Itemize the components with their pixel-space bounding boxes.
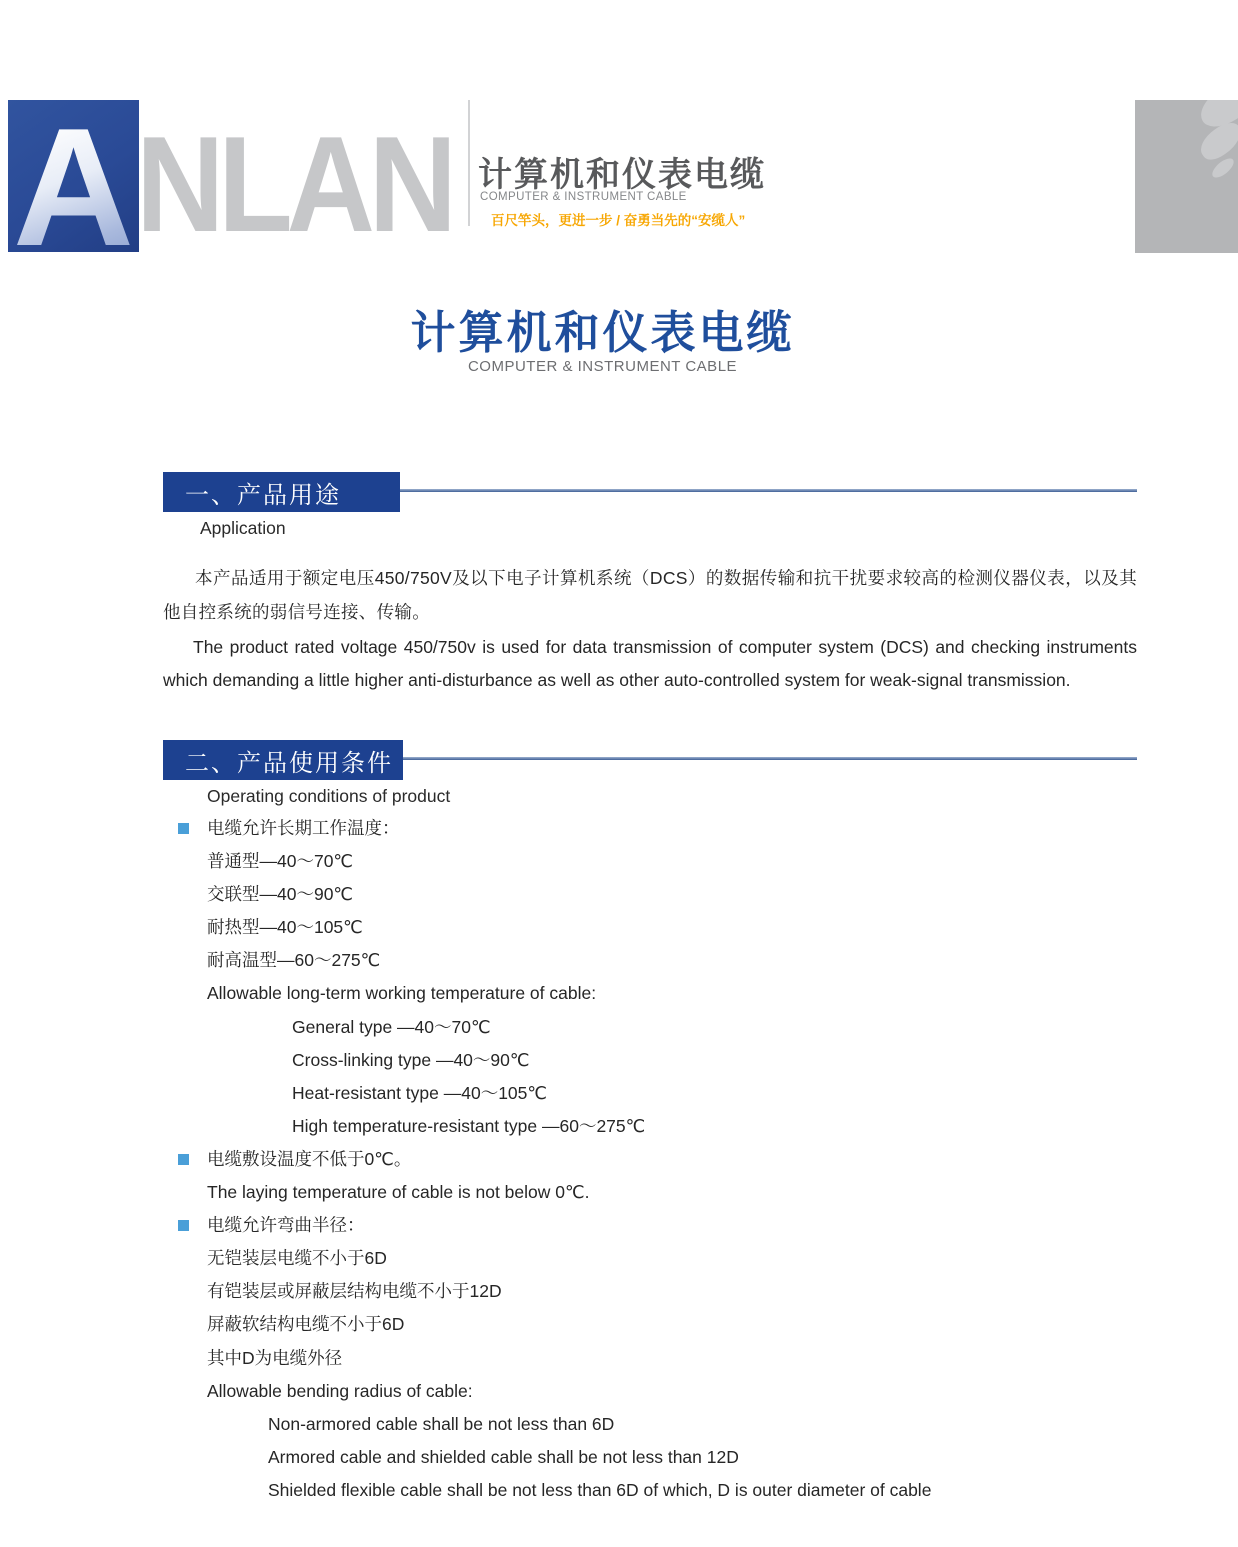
section-heading-conditions-en: Operating conditions of product: [207, 786, 451, 806]
section-heading-application: 一、产品用途: [163, 472, 400, 512]
header-product-title-cn: 计算机和仪表电缆: [478, 156, 766, 194]
section-rule: [403, 757, 1137, 760]
list-item: [163, 1474, 1141, 1507]
list-item-text: Allowable bending radius of cable:: [207, 1380, 473, 1401]
list-item-text: Cross-linking type —40～90℃: [292, 1049, 530, 1070]
list-item-text: 耐热型—40～105℃: [207, 917, 363, 938]
logo-letter-a: A: [13, 112, 134, 252]
list-item: [163, 1110, 1141, 1143]
list-item: [163, 1408, 1141, 1441]
page-title: 计算机和仪表电缆: [410, 307, 795, 358]
list-item-text: 屏蔽软结构电缆不小于6D: [207, 1314, 405, 1335]
application-paragraph-cn: 本产品适用于额定电压450/750V及以下电子计算机系统（DCS）的数据传输和抗干扰要求较高的检测仪器仪表，以及其他自控系统的弱信号连接、传输。: [163, 568, 1137, 622]
list-item: [163, 878, 1141, 911]
list-item: [163, 1143, 1141, 1176]
list-item: [163, 1375, 1141, 1408]
list-item-text: Shielded flexible cable shall be not less than 6D of which, D is outer diameter of cable: [268, 1479, 932, 1500]
page-subtitle: COMPUTER & INSTRUMENT CABLE: [467, 358, 738, 375]
list-item-text: 电缆允许弯曲半径：: [207, 1215, 365, 1236]
section-heading-application-en: Application: [200, 518, 286, 538]
list-item: [163, 1342, 1141, 1375]
logo-letters-nlan: NLAN: [136, 108, 451, 260]
list-item-text: 耐高温型—60～275℃: [207, 950, 381, 971]
list-item: [163, 977, 1141, 1010]
section-rule: [400, 489, 1137, 492]
brand-logo: [8, 100, 139, 252]
list-item: [163, 944, 1141, 977]
list-item: [163, 1308, 1141, 1341]
corner-decoration: [1135, 100, 1238, 253]
list-item-text: 有铠装层或屏蔽层结构电缆不小于12D: [207, 1281, 502, 1302]
list-item: [163, 1275, 1141, 1308]
list-item-text: General type —40～70℃: [292, 1016, 491, 1037]
list-item-text: Allowable long-term working temperature of cable:: [207, 983, 597, 1004]
header-divider: [468, 100, 470, 226]
list-item: [163, 812, 1141, 845]
list-item: [163, 911, 1141, 944]
list-item-text: High temperature-resistant type —60～275℃: [292, 1115, 646, 1136]
list-item-text: 其中D为电缆外径: [207, 1347, 343, 1368]
square-bullet-icon: [178, 1220, 189, 1231]
square-bullet-icon: [178, 1154, 189, 1165]
list-item: [163, 1242, 1141, 1275]
list-item-text: 无铠装层电缆不小于6D: [207, 1248, 387, 1269]
header-slogan: 百尺竿头，更进一步 / 奋勇当先的“安缆人”: [491, 213, 746, 228]
list-item-text: Heat-resistant type —40～105℃: [292, 1082, 548, 1103]
section-heading-conditions: 二、产品使用条件: [163, 740, 403, 780]
list-item: [163, 1011, 1141, 1044]
square-bullet-icon: [178, 823, 189, 834]
list-item: [163, 1176, 1141, 1209]
list-item: [163, 1044, 1141, 1077]
application-paragraph-en: The product rated voltage 450/750v is used for data transmission of computer system (DCS) and checking instruments which demanding a little higher anti-disturbance as well as other auto-controlled system for weak-signal transmission.: [163, 637, 1137, 690]
list-item: [163, 1077, 1141, 1110]
list-item-text: 普通型—40～70℃: [207, 851, 354, 872]
list-item-text: Armored cable and shielded cable shall be not less than 12D: [268, 1446, 739, 1467]
list-item: [163, 845, 1141, 878]
list-item: [163, 1209, 1141, 1242]
list-item: [163, 1441, 1141, 1474]
list-item-text: Non-armored cable shall be not less than 6D: [268, 1413, 615, 1434]
list-item-text: 交联型—40～90℃: [207, 884, 354, 905]
header-product-title-en: COMPUTER & INSTRUMENT CABLE: [480, 191, 687, 203]
list-item-text: 电缆允许长期工作温度：: [207, 818, 400, 838]
list-item-text: 电缆敷设温度不低于0℃。: [207, 1148, 412, 1169]
conditions-list: [163, 812, 1141, 1507]
list-item-text: The laying temperature of cable is not below 0℃.: [207, 1182, 590, 1203]
